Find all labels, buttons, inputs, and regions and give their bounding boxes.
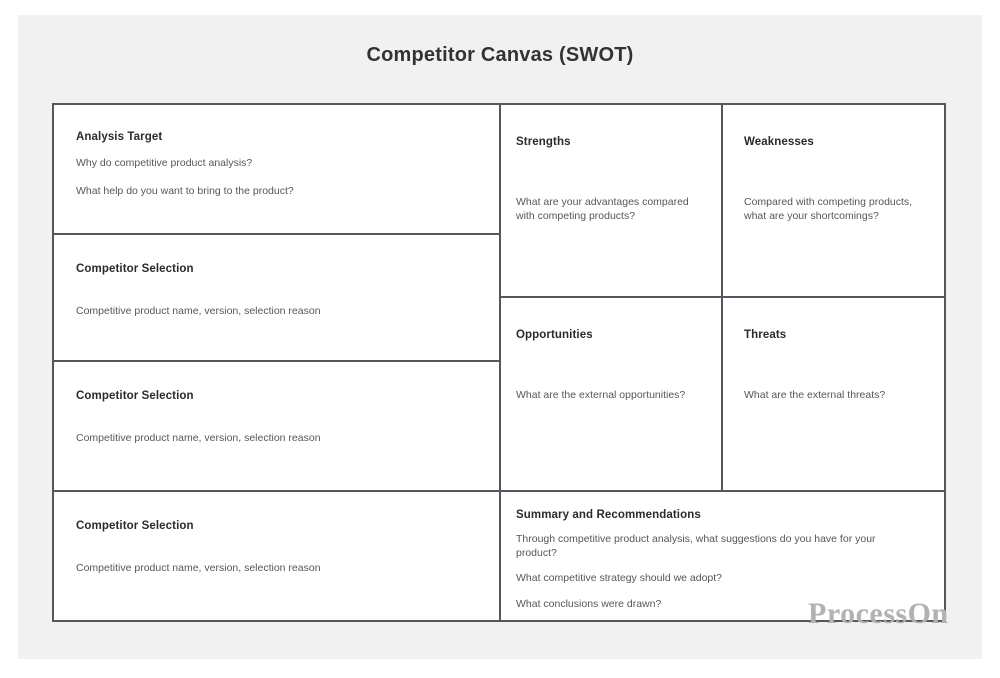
analysis-target-line-1: Why do competitive product analysis? [76, 157, 253, 169]
weaknesses-box [721, 103, 946, 298]
competitor-selection-line: Competitive product name, version, selection reason [76, 305, 321, 317]
weaknesses-heading: Weaknesses [744, 136, 814, 148]
competitor-selection-heading: Competitor Selection [76, 520, 194, 532]
competitor-selection-heading: Competitor Selection [76, 263, 194, 275]
opportunities-heading: Opportunities [516, 329, 593, 341]
strengths-line: What are your advantages compared with competing products? [516, 196, 689, 222]
analysis-target-heading: Analysis Target [76, 131, 163, 143]
threats-line: What are the external threats? [744, 389, 886, 401]
weaknesses-line: Compared with competing products, what are your shortcomings? [744, 196, 913, 222]
competitor-selection-box-2 [52, 360, 501, 492]
processon-watermark: ProcessOn [808, 597, 949, 630]
threats-heading: Threats [744, 329, 787, 341]
threats-box [721, 296, 946, 492]
strengths-heading: Strengths [516, 136, 571, 148]
competitor-selection-line: Competitive product name, version, selection reason [76, 562, 321, 574]
competitor-selection-line: Competitive product name, version, selection reason [76, 432, 321, 444]
strengths-box [499, 103, 723, 298]
analysis-target-box [52, 103, 501, 235]
summary-line-1: Through competitive product analysis, what suggestions do you have for your product? [516, 533, 876, 559]
diagram-title: Competitor Canvas (SWOT) [366, 44, 634, 66]
competitor-selection-box-3 [52, 490, 501, 622]
competitor-selection-heading: Competitor Selection [76, 390, 194, 402]
summary-heading: Summary and Recommendations [516, 509, 701, 521]
opportunities-line: What are the external opportunities? [516, 389, 686, 401]
opportunities-box [499, 296, 723, 492]
competitor-selection-box-1 [52, 233, 501, 362]
summary-line-2: What competitive strategy should we adopt? [516, 572, 723, 585]
summary-line-3: What conclusions were drawn? [516, 597, 662, 610]
analysis-target-line-2: What help do you want to bring to the product? [76, 184, 294, 197]
